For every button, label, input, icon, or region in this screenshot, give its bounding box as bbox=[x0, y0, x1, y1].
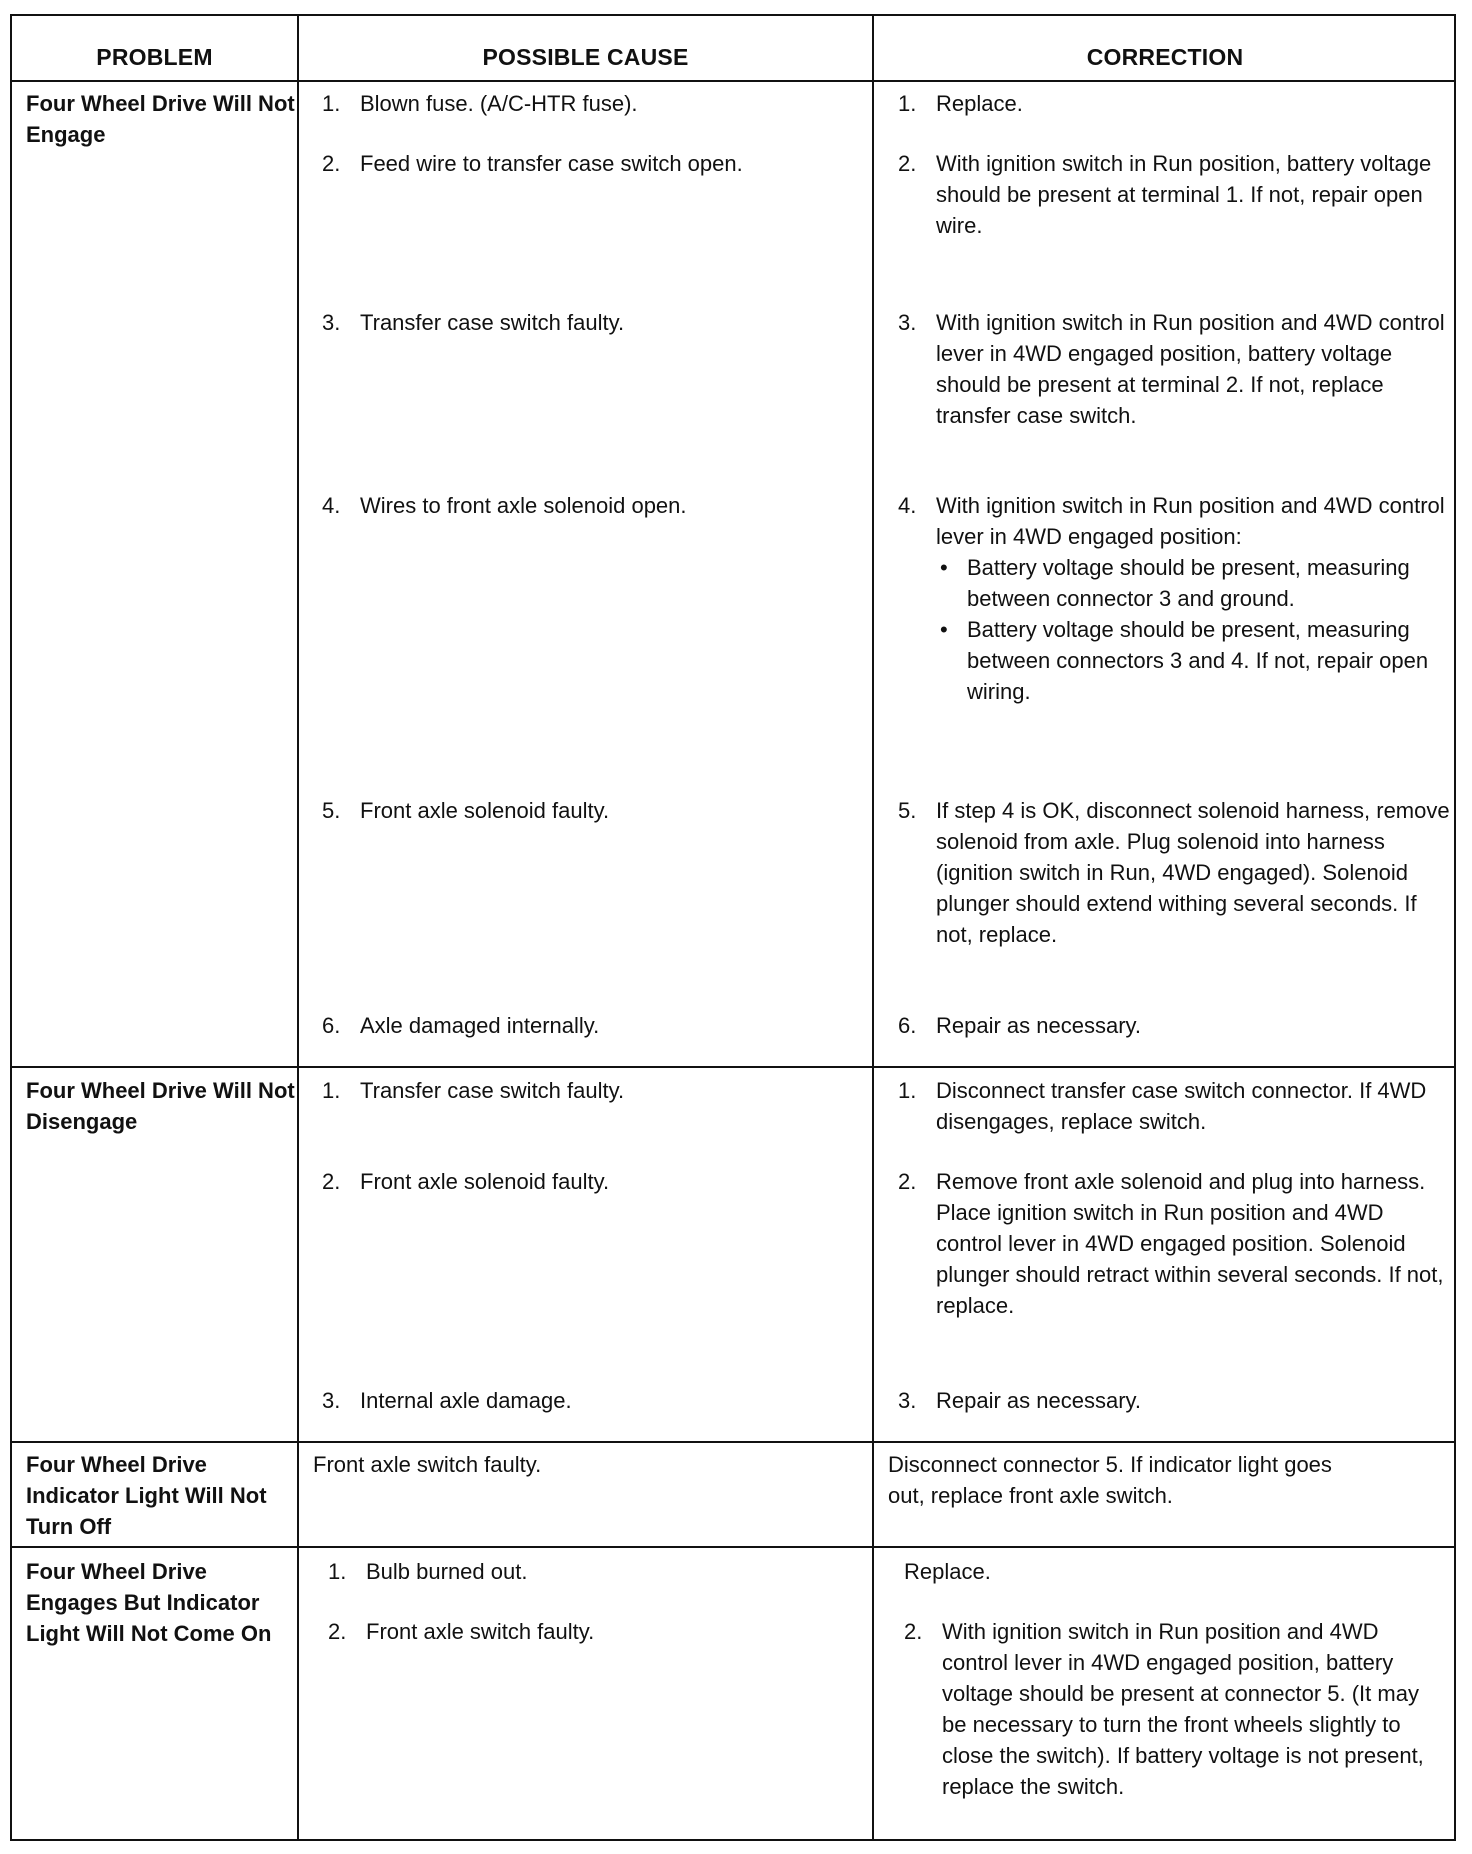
item-number: 3. bbox=[898, 310, 917, 335]
item-text: Repair as necessary. bbox=[936, 1388, 1142, 1413]
item-text: Wires to front axle solenoid open. bbox=[360, 493, 687, 518]
item-text: Bulb burned out. bbox=[366, 1559, 528, 1584]
item-text: With ignition switch in Run position, battery voltage should be present at terminal 1. If not, repair open wire. bbox=[936, 151, 1432, 238]
cause-item bbox=[328, 1616, 873, 1647]
correction-item bbox=[898, 1166, 1451, 1321]
item-number: 2. bbox=[898, 1169, 917, 1194]
row-divider bbox=[12, 1546, 1454, 1548]
correction-item bbox=[898, 795, 1451, 950]
correction-item bbox=[898, 88, 1451, 119]
item-text: Internal axle damage. bbox=[360, 1388, 572, 1413]
problem-cell: Four Wheel Drive Engages But Indicator Light Will Not Come On bbox=[26, 1559, 272, 1646]
item-text: Front axle switch faulty. bbox=[366, 1619, 595, 1644]
cause-item bbox=[322, 1385, 867, 1416]
bullet-text: Battery voltage should be present, measuring between connectors 3 and 4. If not, repair open wiring. bbox=[967, 617, 1429, 704]
correction-item bbox=[898, 148, 1451, 241]
correction-item bbox=[898, 490, 1451, 707]
item-number: 1. bbox=[898, 1078, 917, 1103]
header-problem: PROBLEM bbox=[96, 44, 213, 70]
cause-item: Front axle switch faulty. bbox=[313, 1452, 542, 1477]
bullet-icon: • bbox=[940, 555, 948, 580]
bullet-item bbox=[936, 552, 1451, 614]
item-number: 4. bbox=[898, 493, 917, 518]
row-divider bbox=[12, 1066, 1454, 1068]
item-number: 2. bbox=[904, 1619, 923, 1644]
bullet-icon: • bbox=[940, 617, 948, 642]
cause-item bbox=[322, 1075, 867, 1106]
cause-item bbox=[322, 148, 867, 179]
item-number: 5. bbox=[898, 798, 917, 823]
problem-cell: Four Wheel Drive Indicator Light Will Not Turn Off bbox=[26, 1452, 267, 1539]
cause-item bbox=[328, 1556, 873, 1587]
item-text: Replace. bbox=[936, 91, 1023, 116]
item-number: 3. bbox=[322, 310, 341, 335]
item-text: Axle damaged internally. bbox=[360, 1013, 600, 1038]
problem-cell: Four Wheel Drive Will Not Disengage bbox=[26, 1078, 295, 1134]
item-text: Feed wire to transfer case switch open. bbox=[360, 151, 743, 176]
cause-item bbox=[322, 1166, 867, 1197]
item-number: 2. bbox=[898, 151, 917, 176]
row-divider bbox=[12, 1441, 1454, 1443]
item-number: 6. bbox=[322, 1013, 341, 1038]
item-number: 1. bbox=[898, 91, 917, 116]
item-text: Transfer case switch faulty. bbox=[360, 1078, 625, 1103]
correction-item bbox=[898, 307, 1451, 431]
item-text: Remove front axle solenoid and plug into harness. Place ignition switch in Run position and 4WD control lever in 4WD engaged position. Solenoid plunger should retract within several seconds. If not, replace. bbox=[936, 1169, 1444, 1318]
cause-item bbox=[322, 490, 867, 521]
item-number: 2. bbox=[322, 1169, 341, 1194]
correction-item: Disconnect connector 5. If indicator light goes out, replace front axle switch. bbox=[888, 1452, 1332, 1508]
item-text: With ignition switch in Run position and 4WD control lever in 4WD engaged position: bbox=[936, 493, 1445, 549]
correction-item: Replace. bbox=[904, 1559, 991, 1584]
troubleshooting-table bbox=[10, 14, 1456, 1841]
item-text: With ignition switch in Run position and 4WD control lever in 4WD engaged position, battery voltage should be present at connector 5. (It may be necessary to turn the front wheels slightly to close the switch). If battery voltage is not present, replace the switch. bbox=[942, 1619, 1424, 1799]
item-number: 1. bbox=[328, 1559, 347, 1584]
header-correction: CORRECTION bbox=[1086, 44, 1244, 70]
header-possible-cause: POSSIBLE CAUSE bbox=[482, 44, 689, 70]
correction-item bbox=[904, 1616, 1449, 1802]
correction-item bbox=[898, 1010, 1451, 1041]
problem-cell: Four Wheel Drive Will Not Engage bbox=[26, 91, 295, 147]
item-text: Front axle solenoid faulty. bbox=[360, 1169, 610, 1194]
cause-item bbox=[322, 88, 867, 119]
item-number: 3. bbox=[322, 1388, 341, 1413]
item-number: 2. bbox=[328, 1619, 347, 1644]
item-text: Disconnect transfer case switch connector. If 4WD disengages, replace switch. bbox=[936, 1078, 1427, 1134]
item-number: 5. bbox=[322, 798, 341, 823]
bullet-list bbox=[936, 552, 1451, 707]
bullet-text: Battery voltage should be present, measuring between connector 3 and ground. bbox=[967, 555, 1410, 611]
correction-item bbox=[898, 1075, 1451, 1137]
cause-item bbox=[322, 795, 867, 826]
item-text: If step 4 is OK, disconnect solenoid harness, remove solenoid from axle. Plug solenoid into harness (ignition switch in Run, 4WD engaged). Solenoid plunger should extend withing several seconds. If not, replace. bbox=[936, 798, 1450, 947]
item-number: 6. bbox=[898, 1013, 917, 1038]
row-divider bbox=[12, 80, 1454, 82]
item-number: 1. bbox=[322, 91, 341, 116]
item-number: 4. bbox=[322, 493, 341, 518]
item-number: 2. bbox=[322, 151, 341, 176]
cause-item bbox=[322, 307, 867, 338]
item-text: With ignition switch in Run position and 4WD control lever in 4WD engaged position, battery voltage should be present at terminal 2. If not, replace transfer case switch. bbox=[936, 310, 1445, 428]
cause-item bbox=[322, 1010, 867, 1041]
item-text: Front axle solenoid faulty. bbox=[360, 798, 610, 823]
item-text: Blown fuse. (A/C-HTR fuse). bbox=[360, 91, 638, 116]
item-text: Transfer case switch faulty. bbox=[360, 310, 625, 335]
correction-item bbox=[898, 1385, 1451, 1416]
item-number: 3. bbox=[898, 1388, 917, 1413]
item-number: 1. bbox=[322, 1078, 341, 1103]
bullet-item bbox=[936, 614, 1451, 707]
column-divider bbox=[297, 16, 299, 1839]
item-text: Repair as necessary. bbox=[936, 1013, 1142, 1038]
